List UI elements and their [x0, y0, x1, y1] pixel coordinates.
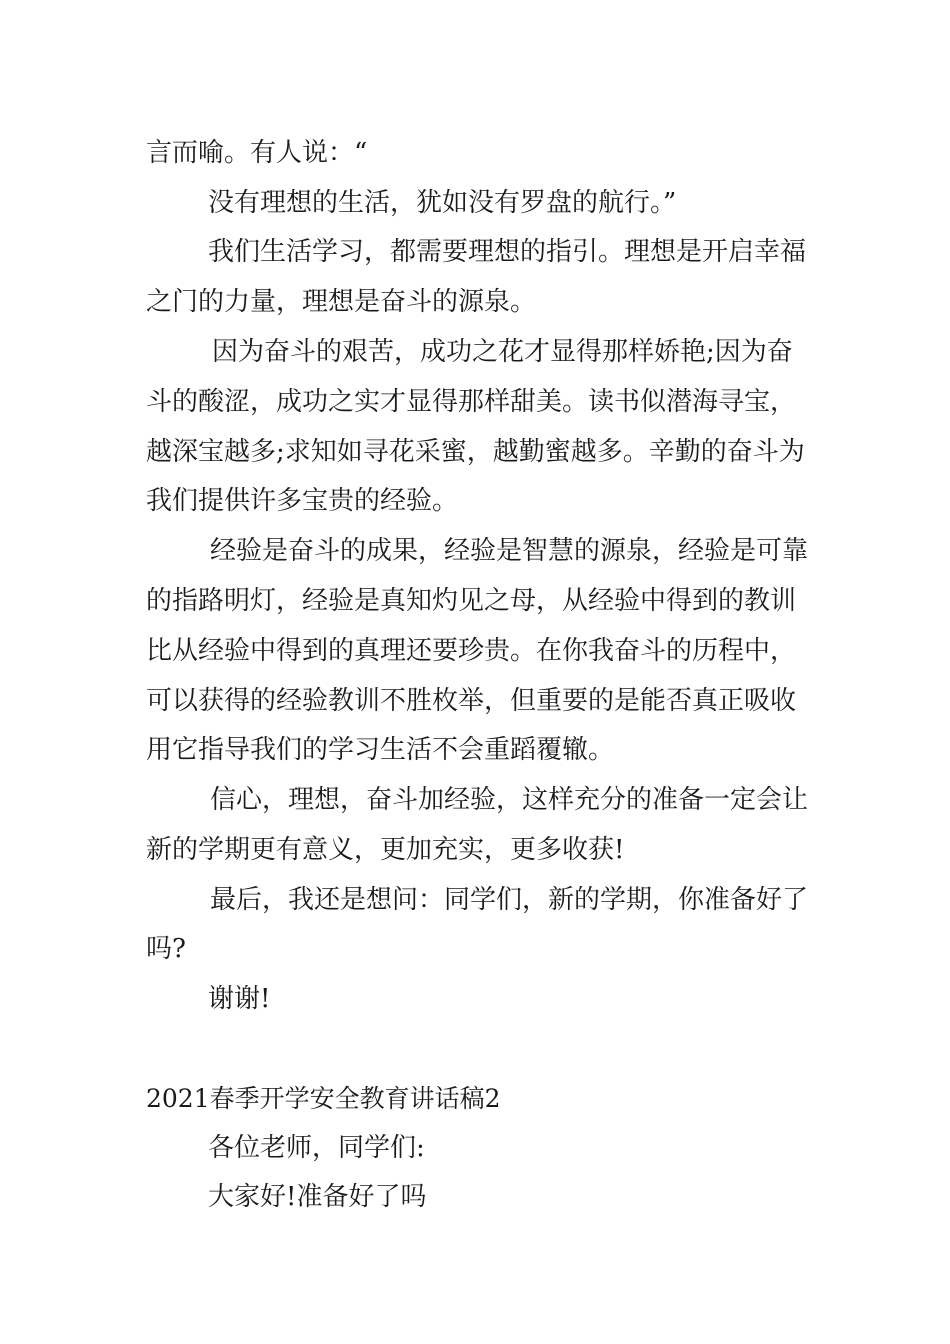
text-line: 用它指导我们的学习生活不会重蹈覆辙。	[146, 735, 615, 765]
text-line: 新的学期更有意义，更加充实，更多收获!	[146, 835, 625, 865]
text-line: 之门的力量，理想是奋斗的源泉。	[146, 287, 537, 317]
section-heading: 2021春季开学安全教育讲话稿2	[146, 1084, 501, 1113]
text-line: 因为奋斗的艰苦，成功之花才显得那样娇艳;因为奋	[212, 337, 793, 367]
text-line: 没有理想的生活，犹如没有罗盘的航行。”	[208, 188, 677, 218]
text-line: 大家好!准备好了吗	[208, 1182, 427, 1212]
text-line: 的指路明灯，经验是真知灼见之母，从经验中得到的教训	[146, 586, 797, 616]
text-line: 我们生活学习，都需要理想的指引。理想是开启幸福	[208, 237, 807, 267]
text-line: 斗的酸涩，成功之实才显得那样甜美。读书似潜海寻宝，	[146, 387, 797, 417]
text-line: 比从经验中得到的真理还要珍贵。在你我奋斗的历程中，	[146, 636, 797, 666]
text-line: 我们提供许多宝贵的经验。	[146, 486, 459, 516]
text-line: 吗?	[146, 934, 186, 964]
text-line: 言而喻。有人说：“	[146, 138, 368, 168]
text-line: 谢谢!	[208, 984, 271, 1014]
text-line: 各位老师，同学们:	[208, 1133, 425, 1163]
text-line: 信心，理想，奋斗加经验，这样充分的准备一定会让	[210, 785, 809, 815]
text-line: 越深宝越多;求知如寻花采蜜，越勤蜜越多。辛勤的奋斗为	[146, 437, 805, 467]
text-line: 经验是奋斗的成果，经验是智慧的源泉，经验是可靠	[210, 536, 809, 566]
text-line: 可以获得的经验教训不胜枚举，但重要的是能否真正吸收	[146, 686, 797, 716]
text-line: 最后，我还是想问：同学们，新的学期，你准备好了	[210, 885, 809, 915]
